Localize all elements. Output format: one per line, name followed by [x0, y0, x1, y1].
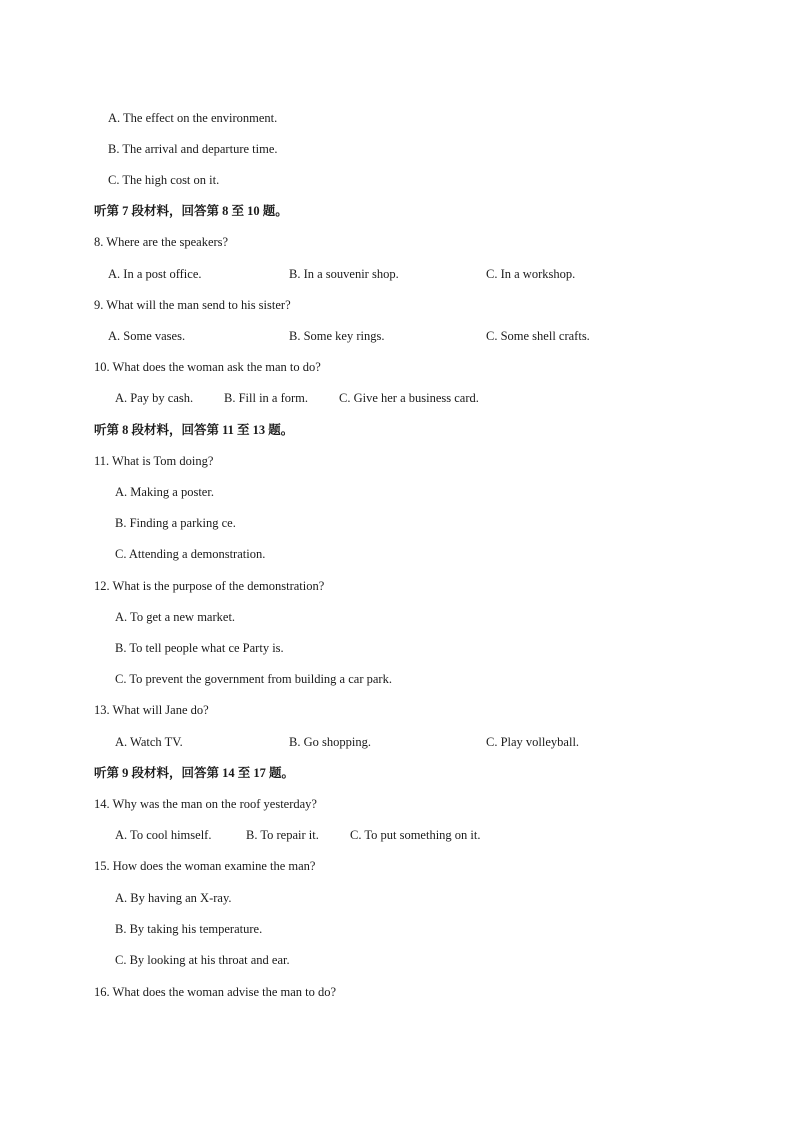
q14-option-c: C. To put something on it.	[350, 828, 481, 842]
q11-question: 11. What is Tom doing?	[94, 454, 214, 468]
q10-question: 10. What does the woman ask the man to do?	[94, 360, 321, 374]
q16-question: 16. What does the woman advise the man to do?	[94, 985, 337, 999]
q11-option-a: A. Making a poster.	[115, 485, 214, 499]
section-9-heading: 听第 9 段材料，回答第 14 至 17 题。	[94, 766, 295, 780]
q7-option-c: C. The high cost on it.	[108, 173, 220, 187]
q8-option-b: B. In a souvenir shop.	[289, 267, 399, 281]
q7-option-b: B. The arrival and departure time.	[108, 142, 278, 156]
q15-option-c: C. By looking at his throat and ear.	[115, 953, 290, 967]
q12-option-b: B. To tell people what ce Party is.	[115, 641, 284, 655]
section-8-heading: 听第 8 段材料，回答第 11 至 13 题。	[94, 423, 294, 437]
q8-question: 8. Where are the speakers?	[94, 235, 229, 249]
q12-question: 12. What is the purpose of the demonstration?	[94, 579, 325, 593]
q10-option-b: B. Fill in a form.	[224, 391, 309, 405]
q13-option-b: B. Go shopping.	[289, 735, 371, 749]
section-7-heading: 听第 7 段材料，回答第 8 至 10 题。	[94, 204, 288, 218]
q15-option-a: A. By having an X-ray.	[115, 891, 232, 905]
q14-option-b: B. To repair it.	[246, 828, 319, 842]
q14-option-a: A. To cool himself.	[115, 828, 212, 842]
q13-option-c: C. Play volleyball.	[486, 735, 580, 749]
q7-option-a: A. The effect on the environment.	[108, 111, 278, 125]
q9-option-c: C. Some shell crafts.	[486, 329, 590, 343]
q14-question: 14. Why was the man on the roof yesterday?	[94, 797, 317, 811]
q8-option-c: C. In a workshop.	[486, 267, 576, 281]
q15-question: 15. How does the woman examine the man?	[94, 859, 316, 873]
q10-option-a: A. Pay by cash.	[115, 391, 194, 405]
q11-option-b: B. Finding a parking ce.	[115, 516, 236, 530]
q10-option-c: C. Give her a business card.	[339, 391, 479, 405]
q11-option-c: C. Attending a demonstration.	[115, 547, 266, 561]
q8-option-a: A. In a post office.	[108, 267, 202, 281]
q13-option-a: A. Watch TV.	[115, 735, 183, 749]
q9-option-b: B. Some key rings.	[289, 329, 385, 343]
q12-option-c: C. To prevent the government from building a car park.	[115, 672, 392, 686]
q12-option-a: A. To get a new market.	[115, 610, 236, 624]
q15-option-b: B. By taking his temperature.	[115, 922, 263, 936]
q9-question: 9. What will the man send to his sister?	[94, 298, 291, 312]
q9-option-a: A. Some vases.	[108, 329, 186, 343]
q13-question: 13. What will Jane do?	[94, 703, 209, 717]
